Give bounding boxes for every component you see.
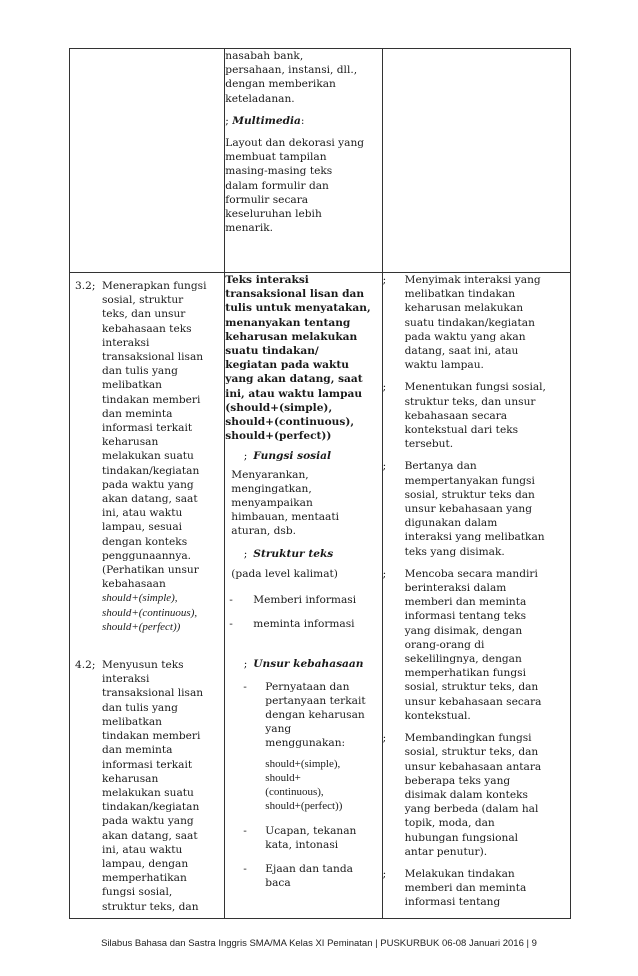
text-line: masing-masing teks xyxy=(225,165,333,178)
text-line: himbauan, mentaati xyxy=(231,511,340,524)
text-line: melakukan suatu xyxy=(102,450,194,463)
text-line: yang akan datang, saat xyxy=(225,373,363,386)
text-line: berinteraksi dalam xyxy=(404,582,507,595)
text-line: yang xyxy=(265,723,292,736)
activity-text xyxy=(405,731,542,859)
text-line: suatu tindakan/kegiatan xyxy=(404,316,535,329)
unsur-item xyxy=(225,862,381,890)
material-title xyxy=(225,273,381,443)
text-line: aturan, dsb. xyxy=(231,525,296,538)
unsur-item xyxy=(225,824,381,852)
text-line: Bertanya dan xyxy=(404,460,477,473)
multimedia-heading xyxy=(225,114,381,128)
struktur-item xyxy=(225,617,381,631)
text-line: keharusan xyxy=(102,772,159,785)
text-line: kata, intonasi xyxy=(265,838,339,851)
text-line: baca xyxy=(265,877,291,890)
text-line: disimak dalam konteks xyxy=(404,788,528,801)
text-line: sekelilingnya, dengan xyxy=(404,653,522,666)
syllabus-table xyxy=(69,48,571,919)
list-item xyxy=(383,867,570,910)
text-line: should+(continuous), xyxy=(102,606,198,619)
text-line: kontekstual. xyxy=(404,709,471,722)
list-item xyxy=(383,380,570,451)
multimedia-title: Multimedia xyxy=(232,114,301,127)
text-line: unsur kebahasaan secara xyxy=(404,695,542,708)
bullet-symbol: ; xyxy=(382,274,387,286)
text-line: tulis untuk menyatakan, xyxy=(225,302,371,315)
text-line: menarik. xyxy=(225,222,273,235)
text-line: sosial, struktur teks, dan xyxy=(404,746,539,759)
material-cell-continued xyxy=(225,49,382,273)
list-item xyxy=(383,459,570,558)
text-line: should+ xyxy=(265,771,301,784)
unsur-item-note xyxy=(225,757,381,814)
text-line: pertanyaan terkait xyxy=(265,694,366,707)
text-line: formulir secara xyxy=(225,193,309,206)
text-line: dengan keharusan xyxy=(265,709,365,722)
text-line: struktur teks, dan unsur xyxy=(404,395,536,408)
text-line: menyampaikan xyxy=(231,497,313,510)
text-line: digunakan dalam xyxy=(404,517,498,530)
text-line: memberi dan meminta xyxy=(404,882,527,895)
activity-list xyxy=(383,273,570,910)
text-line: melibatkan xyxy=(102,379,163,392)
text-line: kebahasaan teks xyxy=(102,322,192,335)
text-line: memperhatikan fungsi xyxy=(404,667,526,680)
text-line: Layout dan dekorasi yang xyxy=(225,137,365,150)
text-line: interaksi xyxy=(102,673,150,686)
competency-3-2 xyxy=(75,279,222,634)
activity-text xyxy=(405,867,527,910)
text-line: menanyakan tentang xyxy=(225,316,351,329)
competency-cell xyxy=(70,273,225,919)
struktur-item-text: Memberi informasi xyxy=(253,594,357,607)
text-line: tindakan/kegiatan xyxy=(102,464,200,477)
text-line: teks yang disimak. xyxy=(404,545,505,558)
unsur-item-text xyxy=(265,824,356,852)
text-line: Menyimak interaksi yang xyxy=(404,274,541,286)
dash-symbol: - xyxy=(243,862,247,875)
activity-cell-empty xyxy=(382,49,570,273)
text-line: waktu lampau. xyxy=(404,359,484,372)
text-line: Membandingkan fungsi xyxy=(404,732,532,745)
text-line: kebahasaan xyxy=(102,578,166,591)
text-line: penggunaannya. xyxy=(102,549,192,562)
text-line: dan meminta xyxy=(102,407,173,420)
text-line: hubungan fungsional xyxy=(404,831,519,844)
struktur-note: (pada level kalimat) xyxy=(231,567,338,580)
struktur-teks-title: Struktur teks xyxy=(253,547,334,560)
text-line: topik, moda, dan xyxy=(404,817,495,830)
competency-text xyxy=(102,279,222,634)
text-line: sosial, struktur teks dan xyxy=(404,488,535,501)
text-line: interaksi yang melibatkan xyxy=(404,531,545,544)
text-line: Mencoba secara mandiri xyxy=(404,567,538,580)
text-line: transaksional lisan dan xyxy=(225,288,365,301)
unsur-kebahasaan-title: Unsur kebahasaan xyxy=(253,658,364,671)
text-line: memperhatikan xyxy=(102,872,187,885)
dash-symbol: - xyxy=(243,824,247,837)
unsur-item xyxy=(225,680,381,751)
text-line: keharusan melakukan xyxy=(404,302,524,315)
bullet-symbol: ; xyxy=(225,114,229,127)
dash-symbol: - xyxy=(229,618,233,631)
text-line: antar penutur). xyxy=(404,845,488,858)
text-line: lampau, sesuai xyxy=(102,521,183,534)
bullet-symbol: ; xyxy=(382,567,387,580)
text-line: unsur kebahasaan antara xyxy=(404,760,542,773)
continued-lines xyxy=(225,49,381,106)
text-line: dengan konteks xyxy=(102,535,188,548)
text-line: tindakan memberi xyxy=(102,730,201,743)
text-line: ini, atau waktu xyxy=(102,507,183,520)
text-line: melibatkan tindakan xyxy=(404,288,516,301)
text-line: yang disimak, dengan xyxy=(404,624,523,637)
text-line: lampau, dengan xyxy=(102,857,189,870)
text-line: keharusan xyxy=(102,436,159,449)
text-line: sosial, struktur xyxy=(102,294,184,307)
text-line: fungsi sosial, xyxy=(102,886,173,899)
text-line: persahaan, instansi, dll., xyxy=(225,64,358,77)
text-line: (Perhatikan unsur xyxy=(102,564,199,577)
text-line: Menerapkan fungsi xyxy=(102,280,207,292)
text-line: keteladanan. xyxy=(225,92,295,105)
text-line: orang-orang di xyxy=(404,638,485,651)
text-line: should+(simple), xyxy=(102,592,178,605)
text-line: ini, atau waktu xyxy=(102,843,183,856)
text-line: Teks interaksi xyxy=(225,274,309,286)
text-line: transaksional lisan xyxy=(102,687,204,700)
activity-cell xyxy=(382,273,570,919)
text-line: should+(continuous), xyxy=(225,416,355,429)
unsur-item-text xyxy=(265,862,353,890)
text-line: akan datang, saat xyxy=(102,493,198,506)
fungsi-sosial-heading xyxy=(225,449,381,463)
text-line: keseluruhan lebih xyxy=(225,208,322,221)
material-cell xyxy=(225,273,382,919)
text-line: kontekstual dari teks xyxy=(404,424,519,437)
text-line: kebahasaan secara xyxy=(404,409,508,422)
bullet-symbol: ; xyxy=(243,547,248,560)
text-line: membuat tampilan xyxy=(225,151,327,164)
text-line: Pernyataan dan xyxy=(265,680,350,693)
text-line: informasi terkait xyxy=(102,422,193,435)
text-line: tindakan/kegiatan xyxy=(102,801,200,814)
text-line: teks, dan unsur xyxy=(102,308,186,321)
dash-symbol: - xyxy=(229,594,233,607)
text-line: pada waktu yang akan xyxy=(404,330,526,343)
list-item xyxy=(383,567,570,723)
text-line: dan meminta xyxy=(102,744,173,757)
multimedia-description xyxy=(225,136,381,235)
text-line: nasabah bank, xyxy=(225,50,304,62)
activity-text xyxy=(405,459,545,558)
table-row xyxy=(70,49,571,273)
text-line: unsur kebahasaan yang xyxy=(404,503,533,516)
activity-text xyxy=(405,380,546,451)
activity-text xyxy=(405,273,541,372)
text-line: (should+(simple), xyxy=(225,401,333,414)
struktur-item-text: meminta informasi xyxy=(253,618,355,631)
text-line: Melakukan tindakan xyxy=(404,867,515,880)
text-line: pada waktu yang xyxy=(102,478,194,491)
bullet-symbol: ; xyxy=(382,460,387,473)
text-line: melakukan suatu xyxy=(102,786,194,799)
text-line: Ucapan, tekanan xyxy=(265,824,357,837)
text-line: mengingatkan, xyxy=(231,482,312,495)
text-line: dan tulis yang xyxy=(102,701,178,714)
colon: : xyxy=(300,114,305,127)
unsur-item-text xyxy=(265,680,365,751)
text-line: interaksi xyxy=(102,336,150,349)
text-line: should+(perfect)) xyxy=(102,620,181,633)
fungsi-sosial-title: Fungsi sosial xyxy=(253,450,332,463)
struktur-teks-heading xyxy=(225,547,381,561)
text-line: ini, atau waktu lampau xyxy=(225,387,363,400)
activity-text xyxy=(405,567,542,723)
text-line: dengan memberikan xyxy=(225,78,336,91)
bullet-symbol: ; xyxy=(243,658,248,671)
text-line: menggunakan: xyxy=(265,737,346,750)
text-line: Menyarankan, xyxy=(231,468,309,481)
text-line: memberi dan meminta xyxy=(404,596,527,609)
table-row xyxy=(70,273,571,919)
text-line: Ejaan dan tanda xyxy=(265,862,353,875)
list-item xyxy=(383,273,570,372)
text-line: struktur teks, dan xyxy=(102,900,199,913)
text-line: beberapa teks yang xyxy=(404,774,511,787)
competency-number: 3.2; xyxy=(75,280,96,292)
text-line: melibatkan xyxy=(102,715,163,728)
text-line: mempertanyakan fungsi xyxy=(404,474,535,487)
text-line: yang berbeda (dalam hal xyxy=(404,803,539,816)
text-line: sosial, struktur teks, dan xyxy=(404,681,539,694)
dash-symbol: - xyxy=(243,680,247,693)
text-line: should+(simple), xyxy=(265,757,341,770)
text-line: keharusan melakukan xyxy=(225,330,358,343)
unsur-kebahasaan-heading xyxy=(225,657,381,671)
competency-number: 4.2; xyxy=(75,659,96,672)
bullet-symbol: ; xyxy=(382,381,387,394)
text-line: tersebut. xyxy=(404,438,454,451)
bullet-symbol: ; xyxy=(382,867,387,880)
list-item xyxy=(383,731,570,859)
text-line: transaksional lisan xyxy=(102,351,204,364)
text-line: informasi terkait xyxy=(102,758,193,771)
text-line: informasi tentang teks xyxy=(404,610,527,623)
text-line: suatu tindakan/ xyxy=(225,345,319,358)
competency-4-2 xyxy=(75,658,222,914)
struktur-item xyxy=(225,593,381,607)
text-line: should+(perfect)) xyxy=(225,430,332,443)
text-line: Menentukan fungsi sosial, xyxy=(404,381,546,394)
page-footer: Silabus Bahasa dan Sastra Inggris SMA/MA Kelas XI Peminatan | PUSKURBUK 06-08 Januari 2016 | 9 xyxy=(101,938,537,949)
text-line: tindakan memberi xyxy=(102,393,201,406)
text-line: dan tulis yang xyxy=(102,365,178,378)
text-line: pada waktu yang xyxy=(102,815,194,828)
text-line: informasi tentang xyxy=(404,896,501,909)
bullet-symbol: ; xyxy=(382,732,387,745)
text-line: (continuous), xyxy=(265,786,324,799)
text-line: dalam formulir dan xyxy=(225,179,329,192)
text-line: akan datang, saat xyxy=(102,829,198,842)
competency-cell-empty xyxy=(70,49,225,273)
text-line: Menyusun teks xyxy=(102,659,184,672)
text-line: should+(perfect)) xyxy=(265,800,343,813)
text-line: kegiatan pada waktu xyxy=(225,359,349,372)
bullet-symbol: ; xyxy=(243,450,248,463)
fungsi-sosial-text xyxy=(225,468,381,539)
text-line: datang, saat ini, atau xyxy=(404,345,519,358)
competency-text xyxy=(102,658,222,914)
